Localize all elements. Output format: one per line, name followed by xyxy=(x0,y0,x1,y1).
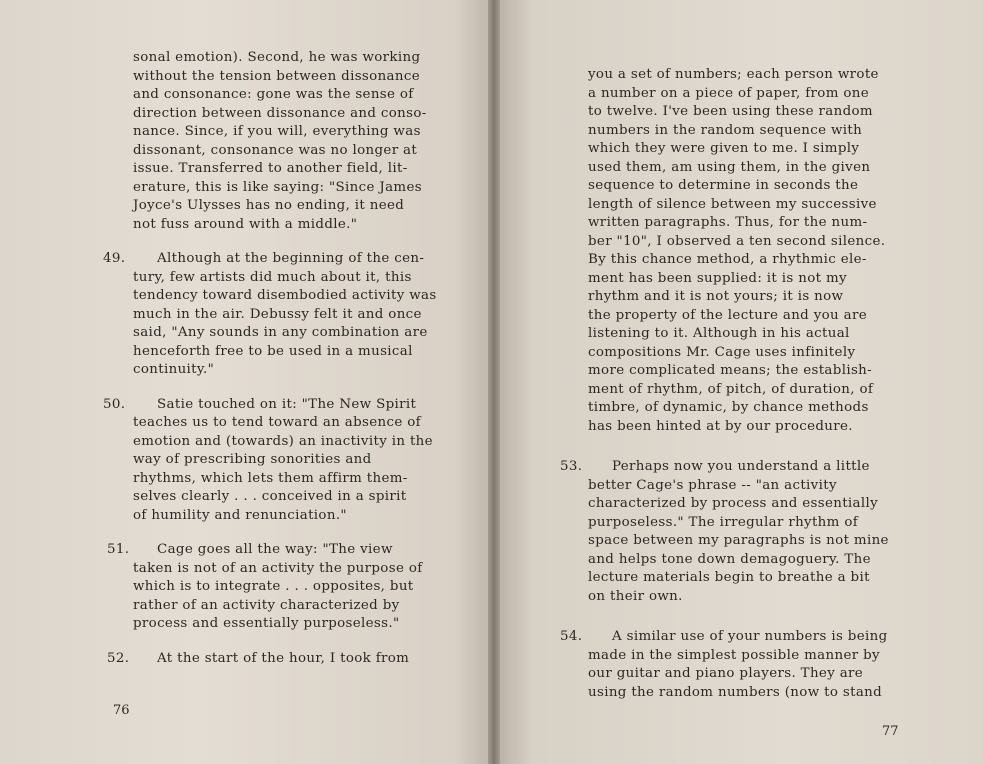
text-line: tury, few artists did much about it, this xyxy=(133,269,412,285)
paragraph-number: 49. xyxy=(103,251,126,266)
text-line: sequence to determine in seconds the xyxy=(588,178,859,193)
text-line: By this chance method, a rhythmic ele- xyxy=(588,252,867,267)
text-line: a number on a piece of paper, from one xyxy=(588,85,870,101)
text-line: which they were given to me. I simply xyxy=(588,141,860,156)
text-line: issue. Transferred to another field, lit- xyxy=(133,161,408,176)
text-line: said, "Any sounds in any combination are xyxy=(133,325,428,340)
right-continuation xyxy=(588,66,928,436)
text-line: and helps tone down demagoguery. The xyxy=(588,551,871,567)
text-line: dissonant, consonance was no longer at xyxy=(133,142,418,158)
text-line: A similar use of your numbers is being xyxy=(612,629,888,644)
text-line: Perhaps now you understand a little xyxy=(612,459,870,474)
paragraph-number: 50. xyxy=(103,396,126,412)
text-line: better Cage's phrase -- "an activity xyxy=(588,477,837,493)
paragraph-52 xyxy=(107,650,473,669)
text-line: not fuss around with a middle." xyxy=(133,216,358,232)
text-line: the property of the lecture and you are xyxy=(588,307,867,323)
text-line: ment has been supplied: it is not my xyxy=(588,270,847,286)
book-gutter xyxy=(488,0,500,764)
text-line: erature, this is like saying: "Since James xyxy=(133,179,422,195)
text-line: and consonance: gone was the sense of xyxy=(133,87,414,102)
text-line: way of prescribing sonorities and xyxy=(133,452,372,467)
text-line: on their own. xyxy=(588,588,683,604)
text-line: At the start of the hour, I took from xyxy=(157,650,410,666)
text-line: used them, am using them, in the given xyxy=(588,159,871,175)
text-line: Satie touched on it: "The New Spirit xyxy=(157,396,417,412)
text-line: space between my paragraphs is not mine xyxy=(588,533,889,548)
text-line: characterized by process and essentially xyxy=(588,496,879,511)
text-line: much in the air. Debussy felt it and once xyxy=(133,306,422,322)
text-line: nance. Since, if you will, everything was xyxy=(133,124,421,139)
left-continuation xyxy=(133,49,473,234)
text-line: teaches us to tend toward an absence of xyxy=(133,415,421,430)
text-line: timbre, of dynamic, by chance methods xyxy=(588,400,869,415)
text-line: Joyce's Ulysses has no ending, it need xyxy=(133,198,405,213)
right-page xyxy=(494,0,983,764)
text-line: you a set of numbers; each person wrote xyxy=(588,67,879,82)
text-line: more complicated means; the establish- xyxy=(588,363,873,378)
left-page-text xyxy=(103,49,473,668)
text-line: listening to it. Although in his actual xyxy=(588,326,850,341)
page-number: 77 xyxy=(882,724,899,739)
text-line: ment of rhythm, of pitch, of duration, of xyxy=(588,381,874,397)
text-line: lecture materials begin to breathe a bit xyxy=(588,570,870,585)
text-line: rhythms, which lets them affirm them- xyxy=(133,470,408,486)
text-line: Cage goes all the way: "The view xyxy=(157,542,393,557)
paragraph-54 xyxy=(560,628,928,702)
text-line: numbers in the random sequence with xyxy=(588,122,863,138)
paragraph-49 xyxy=(103,250,473,380)
text-line: our guitar and piano players. They are xyxy=(588,666,864,681)
text-line: has been hinted at by our procedure. xyxy=(588,418,853,434)
text-line: which is to integrate . . . opposites, but xyxy=(133,579,414,594)
paragraph-51 xyxy=(107,541,473,634)
text-line: compositions Mr. Cage uses infinitely xyxy=(588,344,856,360)
text-line: without the tension between dissonance xyxy=(133,68,420,84)
text-line: to twelve. I've been using these random xyxy=(588,104,873,119)
text-line: henceforth free to be used in a musical xyxy=(133,343,413,359)
text-line: made in the simplest possible manner by xyxy=(588,647,880,663)
paragraph-number: 54. xyxy=(560,629,583,644)
page-number: 76 xyxy=(113,703,130,718)
text-line: ber "10", I observed a ten second silence. xyxy=(588,233,886,249)
text-line: tendency toward disembodied activity was xyxy=(133,288,437,303)
text-line: using the random numbers (now to stand xyxy=(588,684,883,700)
text-line: sonal emotion). Second, he was working xyxy=(133,50,421,65)
text-line: taken is not of an activity the purpose of xyxy=(133,560,423,576)
text-line: direction between dissonance and conso- xyxy=(133,105,427,121)
text-line: rhythm and it is not yours; it is now xyxy=(588,289,844,304)
paragraph-50 xyxy=(103,396,473,526)
text-line: of humility and renunciation." xyxy=(133,507,347,523)
right-page-text xyxy=(560,66,928,702)
text-line: emotion and (towards) an inactivity in the xyxy=(133,433,433,449)
text-line: written paragraphs. Thus, for the num- xyxy=(588,215,868,230)
paragraph-number: 53. xyxy=(560,459,583,474)
text-line: continuity." xyxy=(133,362,215,377)
paragraph-53 xyxy=(560,458,928,606)
paragraph-number: 51. xyxy=(107,542,130,557)
text-line: selves clearly . . . conceived in a spirit xyxy=(133,489,407,504)
text-line: purposeless." The irregular rhythm of xyxy=(588,514,859,530)
text-line: Although at the beginning of the cen- xyxy=(157,251,425,266)
paragraph-number: 52. xyxy=(107,650,130,666)
text-line: rather of an activity characterized by xyxy=(133,597,400,613)
text-line: process and essentially purposeless." xyxy=(133,616,400,631)
text-line: length of silence between my successive xyxy=(588,196,877,212)
